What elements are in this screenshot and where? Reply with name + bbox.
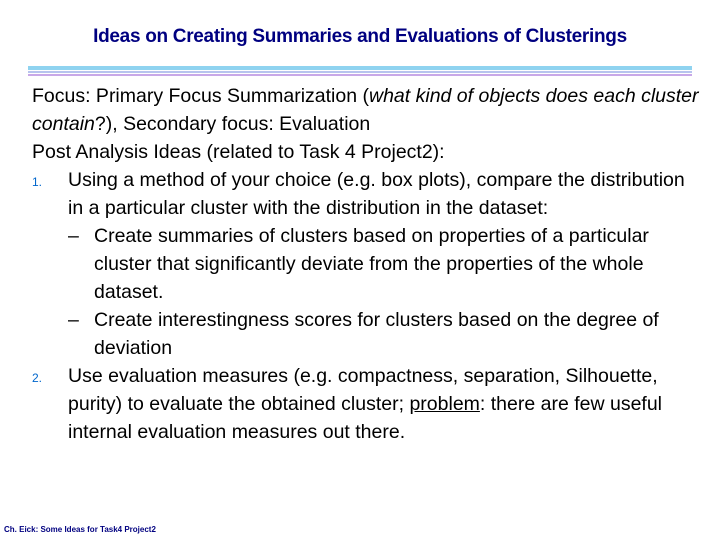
list-item-2	[32, 362, 700, 446]
focus-italic: what kind of objects does each cluster contain	[32, 85, 699, 135]
list-item-1-text: Using a method of your choice (e.g. box plots), compare the distribution in a particular cluster with the distribution in the dataset:	[68, 169, 685, 219]
slide-title: Ideas on Creating Summaries and Evaluations of Clusterings	[93, 26, 627, 47]
dash-marker: –	[68, 225, 79, 247]
focus-paragraph	[32, 82, 700, 138]
sub-item-1-text: Create summaries of clusters based on properties of a particular cluster that significantly deviate from the properties of the whole dataset.	[94, 225, 649, 303]
slide-body	[32, 82, 700, 446]
dash-marker: –	[68, 309, 79, 331]
title-divider-top	[28, 66, 692, 70]
focus-prefix: Focus: Primary Focus Summarization (	[32, 85, 369, 107]
slide-footer: Ch. Eick: Some Ideas for Task4 Project2	[4, 525, 156, 534]
list-item-2-text-before: Use evaluation measures (e.g. compactness, separation, Silhouette, purity) to evaluate the obtained cluster;	[68, 365, 658, 415]
list-number-1: 1.	[32, 175, 43, 189]
sub-item-2	[32, 306, 700, 362]
title-divider-bottom	[28, 74, 692, 76]
problem-underlined: problem	[409, 393, 480, 415]
post-analysis-heading: Post Analysis Ideas (related to Task 4 Project2):	[32, 141, 445, 163]
list-number-2: 2.	[32, 371, 43, 385]
title-divider-middle	[28, 71, 692, 73]
sub-item-2-text: Create interestingness scores for clusters based on the degree of deviation	[94, 309, 659, 359]
sub-item-1	[32, 222, 700, 306]
list-item-1	[32, 166, 700, 222]
list-item-2-text-after: : there are few useful internal evaluation measures out there.	[68, 393, 663, 443]
focus-suffix: ?), Secondary focus: Evaluation	[94, 113, 371, 135]
